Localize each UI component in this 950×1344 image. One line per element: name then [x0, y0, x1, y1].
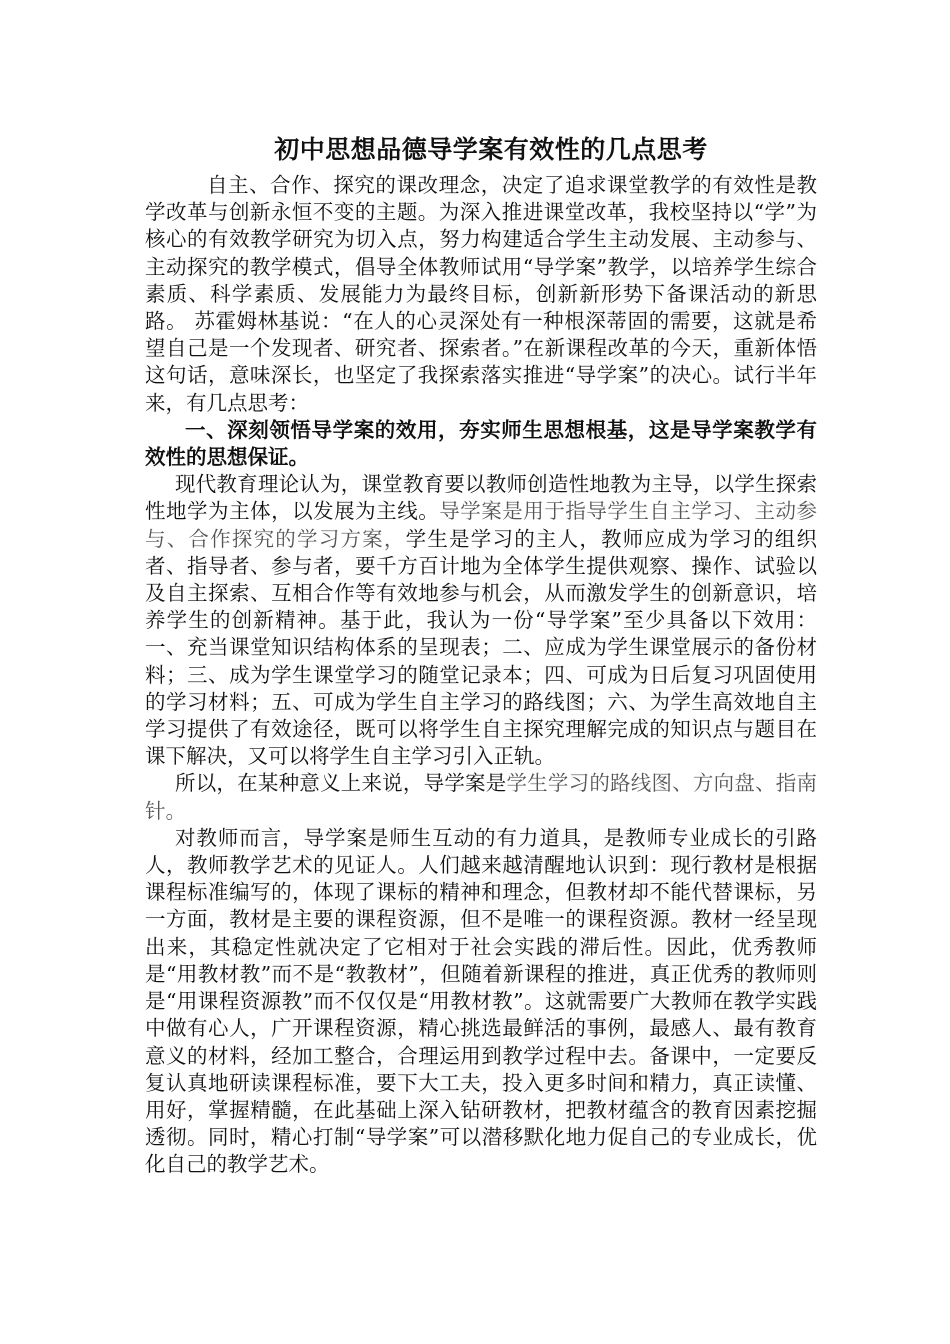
document-page [145, 128, 817, 1179]
paragraph-1-text-c: 学生是学习的主人，教师应成为学习的组织者、指导者、参与者，要千方百计地为全体学生提供观察、操作、试验以及自主探索、互相合作等有效地参与机会，从而激发学生的创新意识，培养学生的创新精神。基于此，我认为一份“导学案”至少具备以下效用：一、充当课堂知识结构体系的呈现表；二、应成为学生课堂展示的备份材料；三、成为学生课堂学习的随堂记录本；四、可成为日后复习巩固使用的学习材料；五、可成为学生自主学习的路线图；六、为学生高效地自主学习提供了有效途径，既可以将学生自主探究理解完成的知识点与题目在课下解决，又可以将学生自主学习引入正轨。 [145, 526, 818, 769]
document-title: 初中思想品德导学案有效性的几点思考 [274, 135, 708, 164]
intro-paragraph: 自主、合作、探究的课改理念，决定了追求课堂教学的有效性是教学改革与创新永恒不变的主题。为深入推进课堂改革，我校坚持以“学”为核心的有效教学研究为切入点，努力构建适合学生主动发展、主动参与、主动探究的教学模式，倡导全体教师试用“导学案”教学，以培养学生综合素质、科学素质、发展能力为最终目标，创新新形势下备课活动的新思路。 苏霍姆林基说：“在人的心灵深处有一种根深蒂固的需要，这就是希望自己是一个发现者、研究者、探索者。”在新课程改革的今天，重新体悟这句话，意味深长，也坚定了我探索落实推进“导学案”的决心。试行半年来，有几点思考： [145, 173, 817, 415]
paragraph-1 [145, 471, 817, 770]
paragraph-2 [145, 770, 817, 824]
paragraph-3: 对教师而言，导学案是师生互动的有力道具，是教师专业成长的引路人，教师教学艺术的见证人。人们越来越清醒地认识到：现行教材是根据课程标准编写的，体现了课标的精神和理念，但教材却不能代替课标，另一方面，教材是主要的课程资源，但不是唯一的课程资源。教材一经呈现出来，其稳定性就决定了它相对于社会实践的滞后性。因此，优秀教师是“用教材教”而不是“教教材”，但随着新课程的推进，真正优秀的教师则是“用课程资源教”而不仅仅是“用教材教”。这就需要广大教师在教学实践中做有心人，广开课程资源，精心挑选最鲜活的事例，最感人、最有教育意义的材料，经加工整合，合理运用到教学过程中去。备课中，一定要反复认真地研读课程标准，要下大工夫，投入更多时间和精力，真正读懂、用好，掌握精髓，在此基础上深入钻研教材，把教材蕴含的教育因素挖掘透彻。同时，精心打制“导学案”可以潜移默化地力促自己的专业成长，优化自己的教学艺术。 [145, 825, 817, 1177]
paragraph-1-text-a: 现代教育理论认为，课堂教育要以教师创造性地教为主导，以学生探索性地学为主体，以发展为主线。 [145, 472, 817, 524]
paragraph-2-text-a: 所以，在某种意义上来说，导学案是 [175, 771, 507, 796]
section-heading-1: 一、深刻领悟导学案的效用，夯实师生思想根基，这是导学案教学有效性的思想保证。 [145, 417, 817, 470]
paragraph-2-text-b: 学生学习的路线图、方向盘、指南针。 [145, 771, 818, 823]
paragraph-1-text-b: 导学案是用于指导学生自主学习、主动参与、合作探究的学习方案， [145, 499, 818, 551]
